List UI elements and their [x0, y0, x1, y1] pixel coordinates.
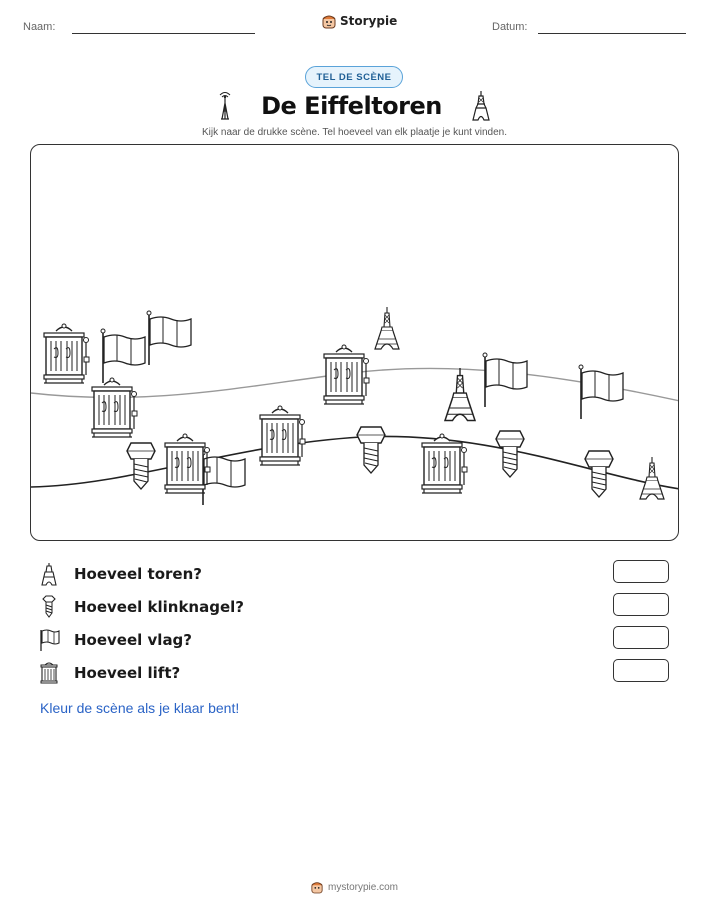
brand-name: Storypie — [340, 14, 398, 28]
lift-5 — [165, 434, 210, 493]
question-row-flag — [38, 628, 192, 652]
tower-1 — [375, 307, 399, 349]
answer-box-lift[interactable] — [613, 659, 669, 682]
flag-1 — [101, 329, 145, 383]
lift-4 — [260, 406, 305, 465]
flag-5 — [201, 451, 245, 505]
storypie-mascot-icon — [322, 13, 336, 29]
tower-3 — [640, 457, 664, 499]
instructions: Kijk naar de drukke scène. Tel hoeveel van elk plaatje je kunt vinden. — [201, 127, 507, 138]
flag-4 — [579, 365, 623, 419]
brand-logo — [322, 13, 397, 29]
lift-3 — [324, 345, 369, 404]
rivet-1 — [127, 443, 155, 489]
tower-icon — [38, 562, 60, 586]
answer-box-rivet[interactable] — [613, 593, 669, 616]
question-text: Hoeveel lift? — [74, 664, 181, 682]
rivet-3 — [496, 431, 524, 477]
eiffel-tower-icon — [470, 90, 492, 122]
lift-6 — [422, 434, 467, 493]
lift-icon — [38, 661, 60, 685]
question-text: Hoeveel klinknagel? — [74, 598, 244, 616]
lift-2 — [92, 378, 137, 437]
date-line[interactable] — [538, 33, 686, 34]
lift-1 — [44, 324, 89, 383]
antenna-icon — [217, 91, 233, 121]
question-text: Hoeveel vlag? — [74, 631, 193, 649]
coloring-instruction: Kleur de scène als je klaar bent! — [40, 700, 240, 716]
name-label: Naam: — [23, 21, 56, 33]
date-label: Datum: — [492, 21, 528, 33]
question-row-tower — [38, 562, 202, 586]
scene-panel[interactable] — [30, 144, 679, 541]
footer — [0, 880, 709, 894]
activity-badge: TEL DE SCÈNE — [305, 66, 403, 88]
question-row-rivet — [38, 595, 244, 619]
flag-3 — [483, 353, 527, 407]
flag-icon — [38, 628, 60, 652]
answer-box-tower[interactable] — [613, 560, 669, 583]
name-line[interactable] — [72, 33, 255, 34]
question-text: Hoeveel toren? — [74, 565, 202, 583]
question-row-lift — [38, 661, 180, 685]
page-title: De Eiffeltoren — [261, 92, 442, 120]
storypie-mascot-icon — [311, 880, 323, 894]
front-hill-line — [31, 436, 679, 489]
scene-illustration — [31, 145, 679, 541]
footer-site: mystorypie.com — [327, 881, 398, 893]
tower-2 — [445, 368, 475, 421]
answer-box-flag[interactable] — [613, 626, 669, 649]
flag-2 — [147, 311, 191, 365]
rivet-2 — [357, 427, 385, 473]
title-row — [0, 90, 709, 122]
rivet-icon — [38, 595, 60, 619]
